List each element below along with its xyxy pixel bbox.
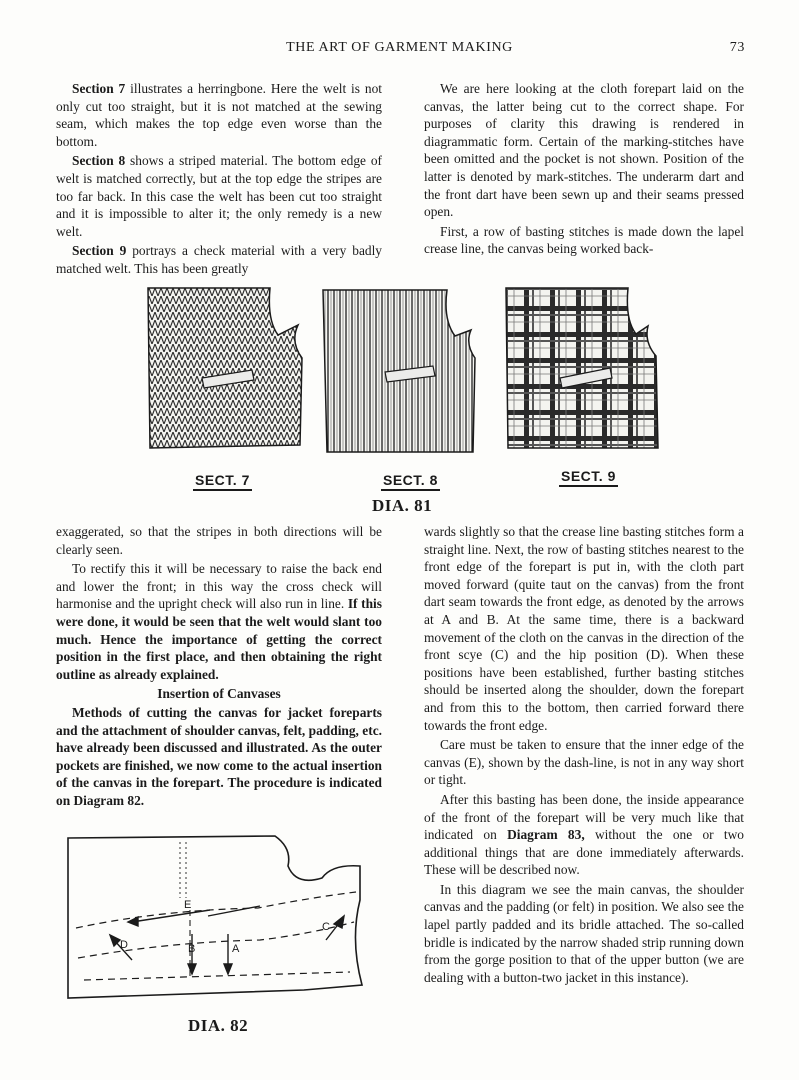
paragraph-basting-continued: wards slightly so that the crease line basting stitches form a straight line. Next, the row of basting stitches nearest to the front edge of the forepart is put in, with the cloth part moved forward (quite taut on the canvas) from the front dart seam towards the front edge, as denoted by the arrows at A and B. At the same time, there is a backward movement of the cloth on the canvas in the direction of the front scye (C) and the hip position (D). When these positions have been established, further basting stitches should be inserted along the shoulder, down the forepart and from this to the bottom, then carried forward there towards the front edge.	[424, 524, 744, 733]
section-9-swatch	[506, 288, 658, 448]
paragraph-methods: Methods of cutting the canvas for jacket foreparts and the attachment of shoulder canvas, felt, padding, etc. have already been discussed and illustrated. As the outer pockets are finished, we now come to the actual insertion of the canvas in the forepart. The procedure is indicated on Diagram 82.	[56, 704, 382, 808]
section-8-swatch	[323, 290, 475, 452]
section-9-text: portrays a check material with a very badly matched welt. This has been greatly	[56, 243, 383, 276]
paragraph-forepart-description: We are here looking at the cloth forepart laid on the canvas, the latter being cut to the correct shape. For purposes of clarity this drawing is rendered in diagrammatic form. Certain of the marking-stitches have been omitted and the pocket is not shown. Position of the latter is denoted by mark-stitches. The underarm dart and the front dart have been sewn up and their seams pressed open.	[424, 81, 744, 220]
movement-arrows	[110, 906, 344, 974]
column-bottom-left	[56, 523, 382, 812]
diagram-81-caption: DIA. 81	[372, 496, 433, 515]
section-9-lead: Section 9	[72, 243, 127, 259]
section-7-lead: Section 7	[72, 81, 126, 96]
diagram-82-caption: DIA. 82	[188, 1016, 249, 1035]
rectify-bold: If this were done, it would be seen that the welt would slant too much. Hence the importance of getting the correct position in the first place, and then obtaining the right outline as already explained.	[56, 596, 382, 682]
paragraph-section-9	[56, 242, 382, 277]
canvas-inner-edge	[76, 892, 356, 928]
section-8-lead: Section 8	[72, 153, 126, 169]
section-7-swatch	[148, 288, 302, 448]
letter-c: C	[322, 921, 330, 933]
diagram-81-illustration	[140, 280, 680, 470]
letter-a: A	[232, 943, 240, 955]
after-basting-text-b: without the one or two additional things that are done immediately afterwards. These will be described now.	[424, 827, 744, 878]
rectify-text: To rectify this it will be necessary to raise the back end and lower the front; in this way the cross check will harmonise and the upright check will also run in line.	[56, 561, 382, 612]
heading-insertion-of-canvases: Insertion of Canvases	[157, 686, 281, 702]
paragraph-rectify	[56, 560, 382, 683]
diagram-82-letters	[120, 899, 330, 955]
paragraph-section-7	[56, 80, 382, 150]
page-number: 73	[729, 40, 745, 55]
letter-e: E	[184, 899, 192, 911]
after-basting-text-a: After this basting has been done, the inside appearance of the front of the forepart will be very much like that indicated on	[424, 791, 744, 843]
paragraph-basting-first: First, a row of basting stitches is made down the lapel crease line, the canvas being worked back-	[424, 223, 744, 257]
column-bottom-right	[424, 523, 744, 988]
section-8-text: shows a striped material. The bottom edge of welt is matched correctly, but at the top edge the stripes are too far back. In this case the welt has been cut too straight and it is impossible to alter it; the only remedy is a new welt.	[56, 153, 382, 239]
sect-9-label: SECT. 9	[559, 468, 618, 487]
paragraph-main-canvas: In this diagram we see the main canvas, the shoulder canvas and the padding (or felt) in position. We also see the lapel partly padded and its bridle attached. The so-called bridle is indicated by the narrow shaded strip running down from the gorge position to that of the upper button (we are dealing with a button-two jacket in this instance).	[424, 881, 744, 985]
forepart-outline	[68, 836, 362, 998]
paragraph-after-basting	[424, 791, 744, 879]
diagram-83-reference: Diagram 83,	[507, 827, 585, 843]
paragraph-care: Care must be taken to ensure that the inner edge of the canvas (E), shown by the dash-line, is not in any way short or tight.	[424, 737, 744, 788]
diagram-82-illustration	[60, 830, 385, 1015]
page-header	[0, 40, 799, 62]
column-top-right	[424, 80, 744, 260]
letter-d: D	[120, 939, 128, 951]
section-7-text: illustrates a herringbone. Here the welt is not only cut too straight, but it is not matched at the sewing seam, which makes the top edge even worse than the bottom.	[56, 81, 383, 149]
running-title: THE ART OF GARMENT MAKING	[286, 40, 513, 55]
sect-7-label: SECT. 7	[193, 472, 252, 491]
sect-8-label: SECT. 8	[381, 472, 440, 491]
column-top-left	[56, 80, 382, 280]
paragraph-section-8	[56, 152, 382, 240]
front-dart-marks	[180, 842, 186, 898]
canvas-bottom-line	[84, 972, 350, 980]
letter-b: B	[188, 943, 196, 955]
paragraph-exaggerated: exaggerated, so that the stripes in both directions will be clearly seen.	[56, 524, 382, 557]
